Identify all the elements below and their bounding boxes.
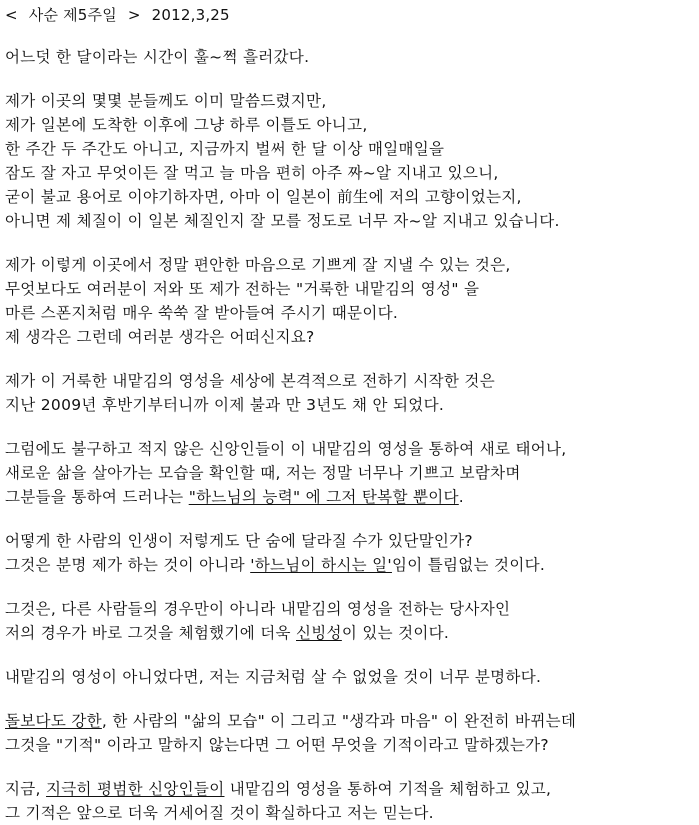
paragraph	[5, 89, 699, 233]
text-line	[5, 393, 699, 417]
text-segment: 아니면 제 체질이 이 일본 체질인지 잘 모를 정도로 너무 자~알 지내고 있습니다.	[5, 212, 560, 230]
text-segment: , 한 사람의 "삶의 모습" 이 그리고 "생각과 마음" 이 완전히 바뀌는데	[101, 712, 577, 730]
text-line	[5, 437, 699, 461]
text-segment: 제가 이곳의 몇몇 분들께도 이미 말씀드렸지만,	[5, 92, 327, 110]
text-line	[5, 777, 699, 801]
prev-post-link[interactable]: <	[5, 6, 18, 24]
text-segment: 제가 일본에 도착한 이후에 그냥 하루 이틀도 아니고,	[5, 116, 368, 134]
text-segment: 내맡김의 영성을 통하여 기적을 체험하고 있고,	[224, 780, 552, 798]
text-line	[5, 113, 699, 137]
text-segment: 잠도 잘 자고 무엇이든 잘 먹고 늘 마음 편히 아주 짜~알 지내고 있으니,	[5, 164, 499, 182]
text-line	[5, 621, 699, 645]
text-segment: 그것은 분명 제가 하는 것이 아니라	[5, 556, 251, 574]
post-date: 2012,3,25	[151, 6, 230, 24]
category-label[interactable]: 사순 제5주일	[28, 6, 117, 24]
text-segment: 제가 이 거룩한 내맡김의 영성을 세상에 본격적으로 전하기 시작한 것은	[5, 372, 495, 390]
underlined-text: '하느님이 하시는 일'	[250, 556, 392, 574]
text-segment: 저의 경우가 바로 그것을 체험했기에 더욱	[5, 624, 297, 642]
text-line	[5, 485, 699, 509]
text-line	[5, 553, 699, 577]
text-line	[5, 325, 699, 349]
text-segment: 그것은, 다른 사람들의 경우만이 아니라 내맡김의 영성을 전하는 당사자인	[5, 600, 511, 618]
text-segment: 지난 2009년 후반기부터니까 이제 불과 만 3년도 채 안 되었다.	[5, 396, 445, 414]
text-segment: 어떻게 한 사람의 인생이 저렇게도 단 숨에 달라질 수가 있단말인가?	[5, 532, 473, 550]
paragraph	[5, 709, 699, 757]
text-segment: 내맡김의 영성이 아니었다면, 저는 지금처럼 살 수 없었을 것이 너무 분명하다.	[5, 668, 542, 686]
text-segment: 그 기적은 앞으로 더욱 거세어질 것이 확실하다고 저는 믿는다.	[5, 804, 434, 822]
paragraph	[5, 437, 699, 509]
underlined-text: 신빙성	[296, 624, 342, 642]
text-line	[5, 45, 699, 69]
text-segment: 지금,	[5, 780, 47, 798]
text-segment: 그럼에도 불구하고 적지 않은 신앙인들이 이 내맡김의 영성을 통하여 새로 태어나,	[5, 440, 567, 458]
text-line	[5, 597, 699, 621]
text-line	[5, 301, 699, 325]
text-line	[5, 665, 699, 689]
text-line	[5, 253, 699, 277]
paragraph	[5, 253, 699, 349]
text-line	[5, 529, 699, 553]
text-segment: 이 있는 것이다.	[341, 624, 450, 642]
text-line	[5, 733, 699, 757]
underlined-text: 돌보다도 강한	[5, 712, 102, 730]
text-segment: 굳이 불교 용어로 이야기하자면, 아마 이 일본이 前生에 저의 고향이었는지,	[5, 188, 522, 206]
text-line	[5, 709, 699, 733]
text-segment: 제가 이렇게 이곳에서 정말 편안한 마음으로 기쁘게 잘 지낼 수 있는 것은,	[5, 256, 511, 274]
text-line	[5, 161, 699, 185]
text-segment: 무엇보다도 여러분이 저와 또 제가 전하는 "거룩한 내맡김의 영성" 을	[5, 280, 480, 298]
underlined-text: 지극히 평범한 신앙인들이	[46, 780, 225, 798]
paragraph	[5, 777, 699, 825]
text-line	[5, 277, 699, 301]
text-segment: .	[458, 488, 465, 506]
text-line	[5, 369, 699, 393]
text-line	[5, 461, 699, 485]
paragraph	[5, 45, 699, 69]
text-line	[5, 185, 699, 209]
text-segment: 어느덧 한 달이라는 시간이 훌~쩍 흘러갔다.	[5, 48, 310, 66]
post-body	[5, 45, 699, 825]
paragraph	[5, 597, 699, 645]
text-segment: 제 생각은 그런데 여러분 생각은 어떠신지요?	[5, 328, 315, 346]
text-segment: 한 주간 두 주간도 아니고, 지금까지 벌써 한 달 이상 매일매일을	[5, 140, 445, 158]
text-segment: 마른 스폰지처럼 매우 쑥쑥 잘 받아들여 주시기 때문이다.	[5, 304, 399, 322]
paragraph	[5, 529, 699, 577]
text-segment: 임이 틀림없는 것이다.	[391, 556, 546, 574]
text-segment: 그것을 "기적" 이라고 말하지 않는다면 그 어떤 무엇을 기적이라고 말하겠는가?	[5, 736, 549, 754]
text-line	[5, 209, 699, 233]
next-post-link[interactable]: >	[127, 6, 141, 24]
post-header	[5, 5, 699, 25]
paragraph	[5, 369, 699, 417]
text-segment: 그분들을 통하여 드러나는	[5, 488, 189, 506]
paragraph	[5, 665, 699, 689]
text-line	[5, 137, 699, 161]
underlined-text: "하느님의 능력" 에 그저 탄복할 뿐이다	[188, 488, 459, 506]
text-segment: 새로운 삶을 살아가는 모습을 확인할 때, 저는 정말 너무나 기쁘고 보람차며	[5, 464, 521, 482]
text-line	[5, 89, 699, 113]
